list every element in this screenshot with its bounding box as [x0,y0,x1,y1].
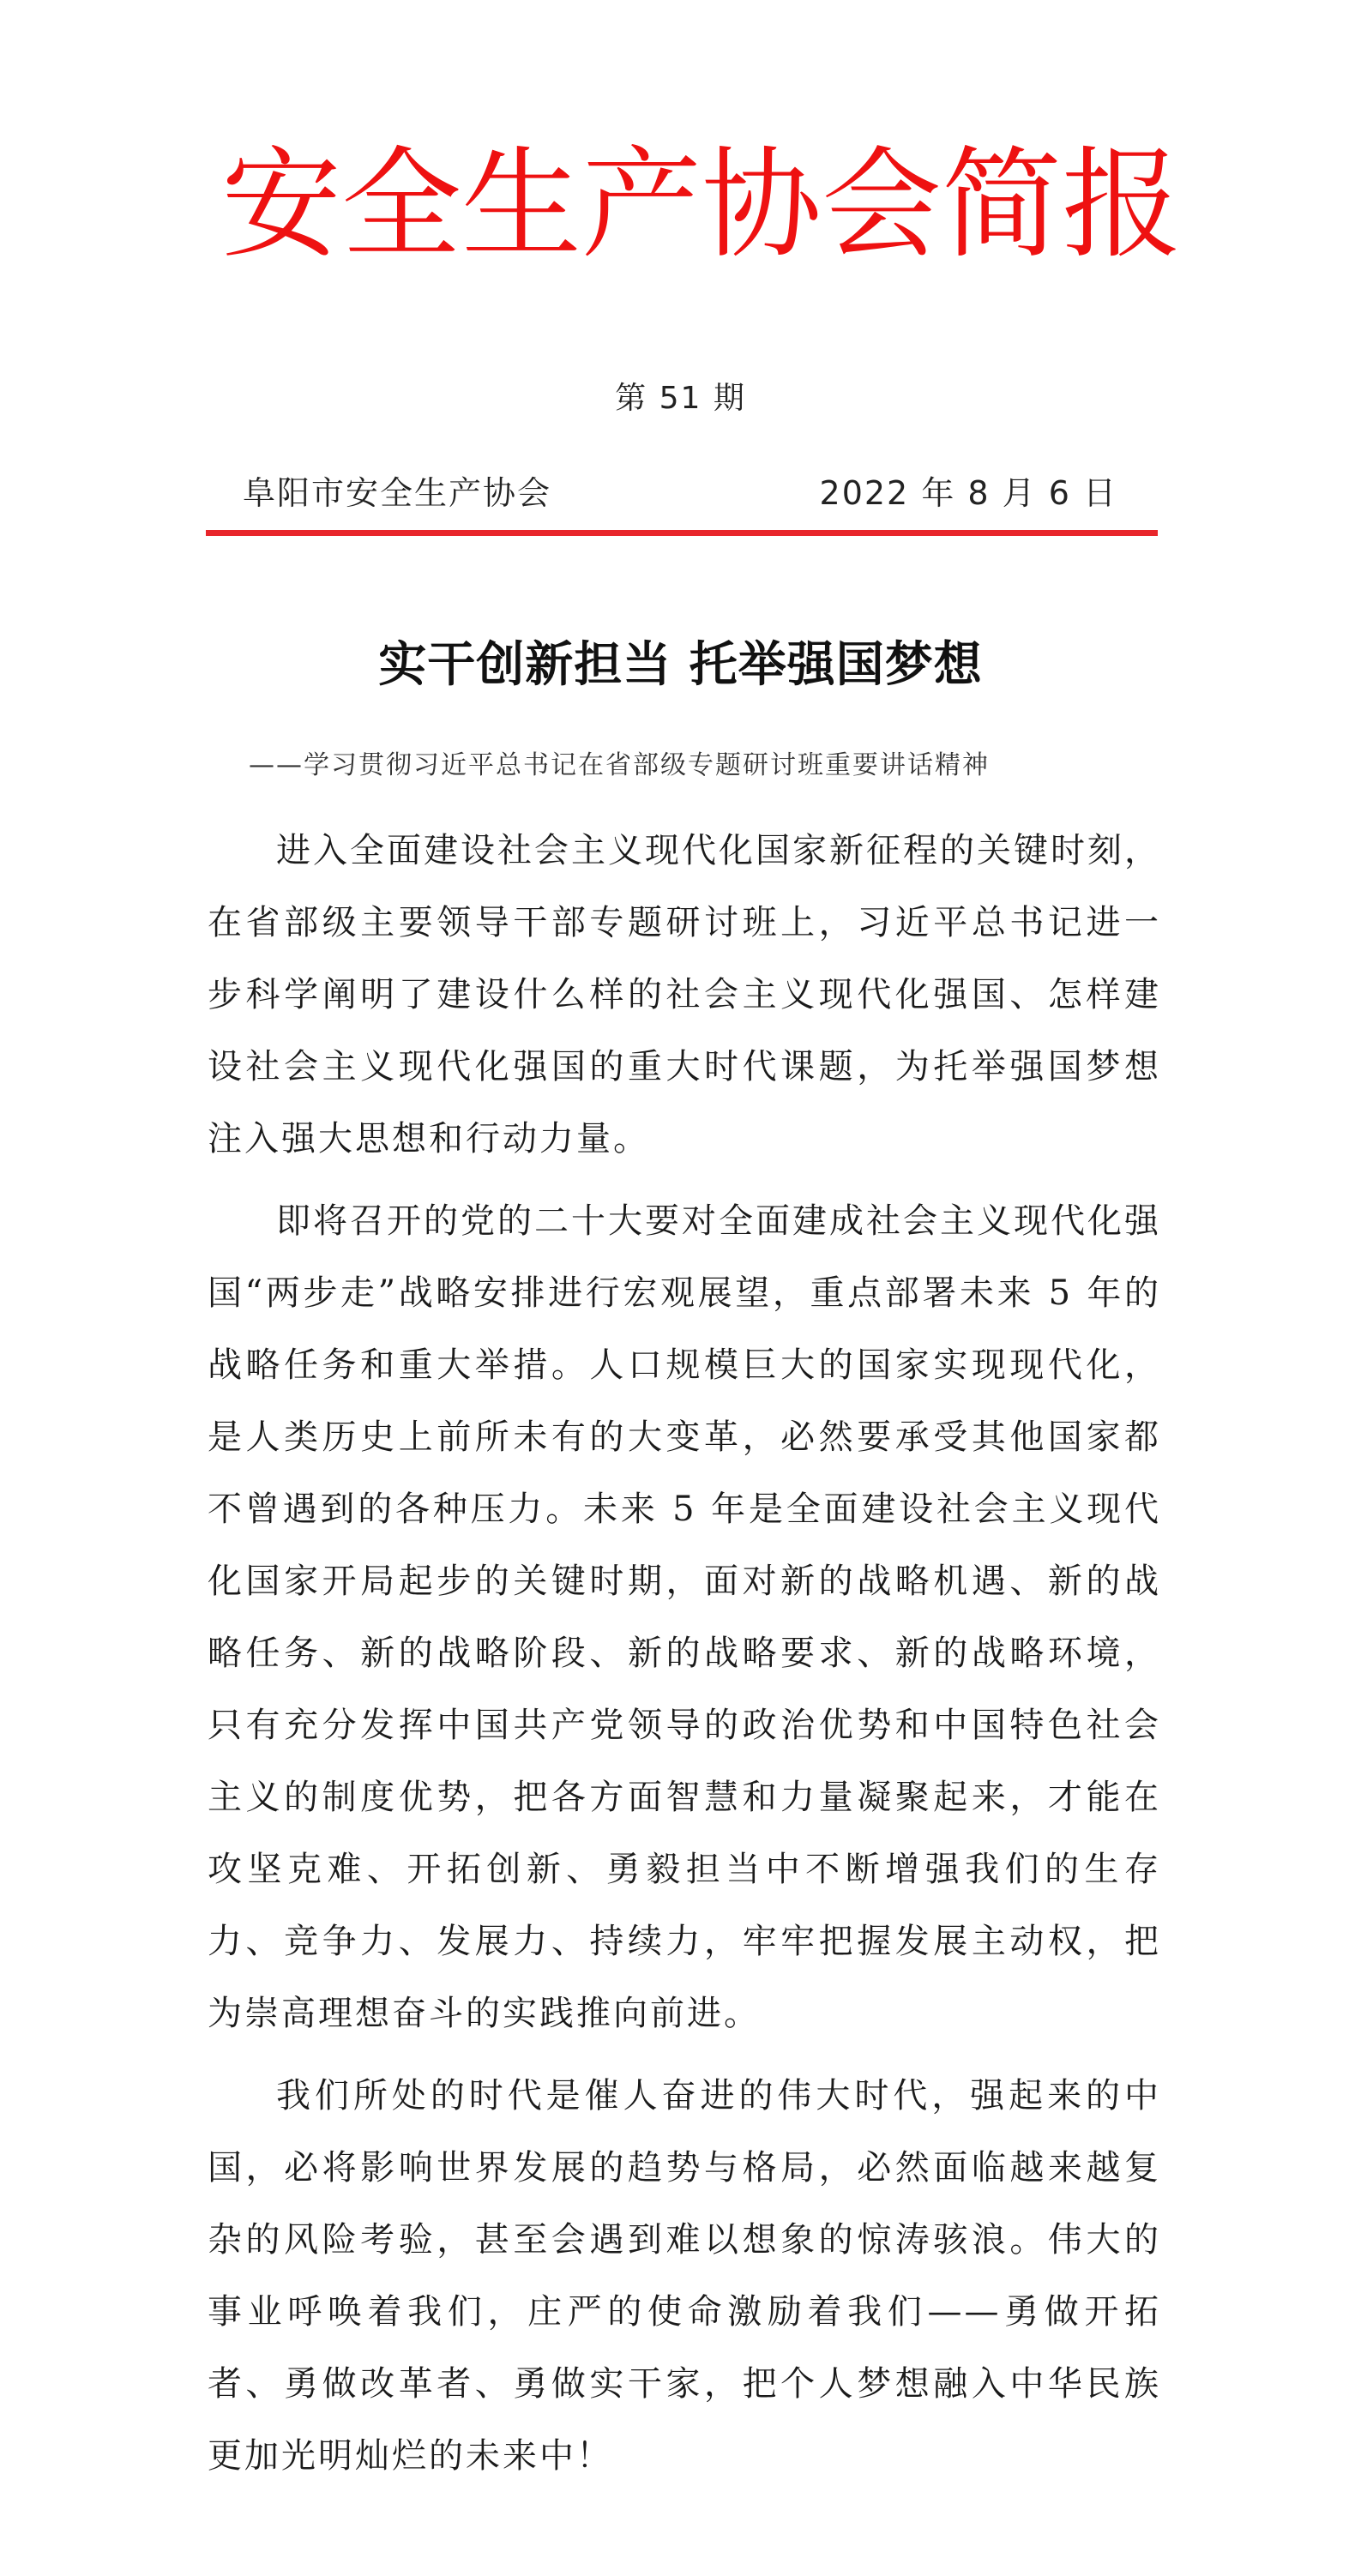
publisher-row [243,472,1117,515]
article-title: 实干创新担当 托举强国梦想 [378,636,983,693]
masthead-title: 安全生产协会简报 [221,135,1183,275]
publish-date: 2022 年 8 月 6 日 [819,474,1117,512]
issue-number: 第 51 期 [615,381,746,416]
header-divider [206,530,1158,536]
article-paragraph: 我们所处的时代是催人奋进的伟大时代，强起来的中国，必将影响世界发展的趋势与格局，必然面临越来越复杂的风险考验，甚至会遇到难以想象的惊涛骇浪。伟大的事业呼唤着我们，庄严的使命激励着我们——勇做开拓者、勇做改革者、勇做实干家，把个人梦想融入中华民族更加光明灿烂的未来中！ [208,2076,1161,2476]
publisher-name: 阜阳市安全生产协会 [243,474,552,512]
article-paragraph: 进入全面建设社会主义现代化国家新征程的关键时刻，在省部级主要领导干部专题研讨班上，习近平总书记进一步科学阐明了建设什么样的社会主义现代化强国、怎样建设社会主义现代化强国的重大时代课题，为托举强国梦想注入强大思想和行动力量。 [208,831,1161,1159]
article-paragraph: 即将召开的党的二十大要对全面建成社会主义现代化强国“两步走”战略安排进行宏观展望，重点部署未来 5 年的战略任务和重大举措。人口规模巨大的国家实现现代化，是人类历史上前所未有的大变革，必然要承受其他国家都不曾遇到的各种压力。未来 5 年是全面建设社会主义现代化国家开局起步的关键时期，面对新的战略机遇、新的战略任务、新的战略阶段、新的战略要求、新的战略环境，只有充分发挥中国共产党领导的政治优势和中国特色社会主义的制度优势，把各方面智慧和力量凝聚起来，才能在攻坚克难、开拓创新、勇毅担当中不断增强我们的生存力、竞争力、发展力、持续力，牢牢把握发展主动权，把为崇高理想奋斗的实践推向前进。 [208,1201,1161,2033]
article-body [208,815,1161,2502]
article-subtitle: ——学习贯彻习近平总书记在省部级专题研讨班重要讲话精神 [249,750,990,780]
